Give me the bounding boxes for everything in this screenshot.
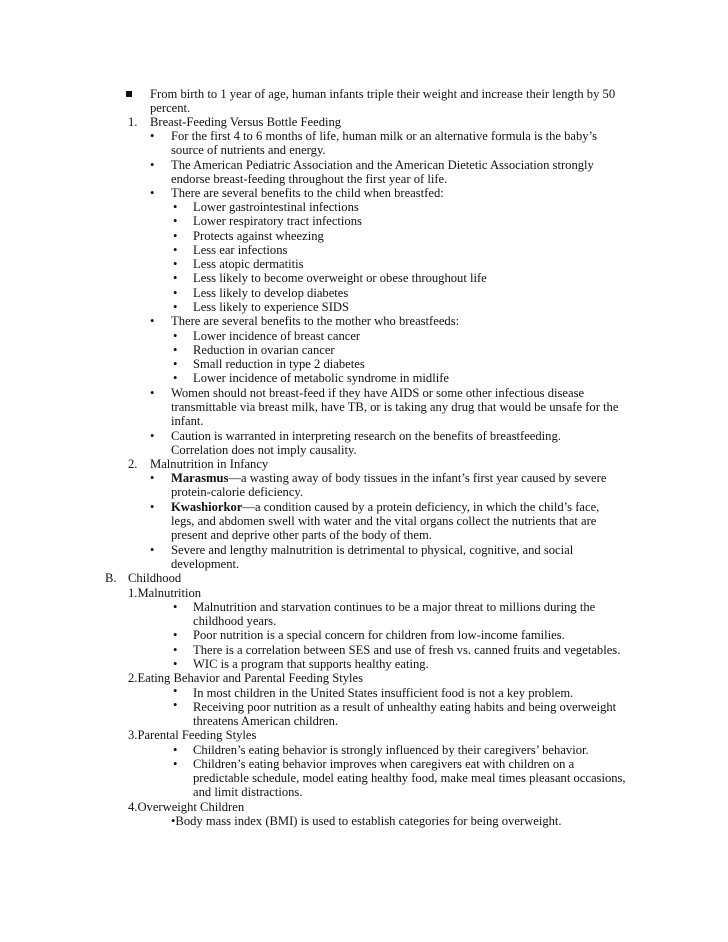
- breastfeeding-heading: Breast-Feeding Versus Bottle Feeding: [150, 115, 342, 129]
- list-item: Poor nutrition is a special concern for children from low-income families.: [193, 628, 565, 642]
- list-item: Malnutrition and starvation continues to be a major threat to millions during the: [193, 600, 596, 614]
- childhood-label: B.: [105, 571, 117, 585]
- bullet-icon: •: [173, 243, 178, 257]
- square-bullet-icon: [126, 91, 132, 97]
- severe-line: Severe and lengthy malnutrition is detrimental to physical, cognitive, and social: [171, 543, 574, 557]
- kwashiorkor-definition: —a condition caused by a protein deficiency, in which the child’s face,: [242, 500, 600, 514]
- bullet-icon: •: [173, 214, 178, 228]
- list-item-cont: predictable schedule, model eating healthy food, make meal times pleasant occasions,: [193, 771, 626, 785]
- bullet-icon: •: [150, 429, 155, 443]
- bullet-icon: •: [173, 628, 178, 642]
- mother-benefit-item: Lower incidence of metabolic syndrome in midlife: [193, 371, 449, 385]
- parental-styles-heading: 3.Parental Feeding Styles: [128, 728, 257, 742]
- bullet-icon: •: [150, 186, 155, 200]
- list-item: There are several benefits to the child when breastfed:: [171, 186, 444, 200]
- list-item: The American Pediatric Association and the American Dietetic Association strongly: [171, 158, 594, 172]
- breastfeeding-number: 1.: [128, 115, 138, 129]
- severe-line: development.: [171, 557, 240, 571]
- marasmus-line: [171, 471, 606, 485]
- mother-benefit-item: Small reduction in type 2 diabetes: [193, 357, 365, 371]
- bullet-icon: •: [173, 757, 178, 771]
- bullet-icon: •: [150, 386, 155, 400]
- bullet-icon: •: [173, 600, 178, 614]
- aids-line: transmittable via breast milk, have TB, or is taking any drug that would be unsafe for the: [171, 400, 619, 414]
- child-benefit-item: Less likely to experience SIDS: [193, 300, 349, 314]
- malnutrition-infancy-heading: Malnutrition in Infancy: [150, 457, 269, 471]
- list-item: Children’s eating behavior improves when caregivers eat with children on a: [193, 757, 575, 771]
- marasmus-cont: protein-calorie deficiency.: [171, 485, 304, 499]
- bullet-icon: •: [173, 643, 178, 657]
- bullet-icon: •: [150, 543, 155, 557]
- bullet-icon: •: [173, 329, 178, 343]
- list-item: Children’s eating behavior is strongly influenced by their caregivers’ behavior.: [193, 743, 589, 757]
- eating-behavior-heading: 2.Eating Behavior and Parental Feeding Styles: [128, 671, 364, 685]
- malnutrition-infancy-number: 2.: [128, 457, 138, 471]
- bullet-icon: •: [173, 343, 178, 357]
- childhood-heading: Childhood: [128, 571, 182, 585]
- growth-bullet-text: From birth to 1 year of age, human infants triple their weight and increase their length by 50: [150, 87, 616, 101]
- list-item: There is a correlation between SES and use of fresh vs. canned fruits and vegetables.: [193, 643, 621, 657]
- bullet-icon: •: [173, 657, 178, 671]
- mother-benefits-heading: There are several benefits to the mother who breastfeeds:: [171, 314, 460, 328]
- caution-line: Correlation does not imply causality.: [171, 443, 357, 457]
- marasmus-term: Marasmus: [171, 471, 229, 485]
- child-benefit-item: Less likely to become overweight or obese throughout life: [193, 271, 487, 285]
- kwashiorkor-cont: present and deprive other parts of the body of them.: [171, 528, 432, 542]
- bullet-icon: •: [173, 271, 178, 285]
- list-item: For the first 4 to 6 months of life, human milk or an alternative formula is the baby’s: [171, 129, 598, 143]
- bullet-icon: •: [173, 684, 178, 698]
- marasmus-definition: —a wasting away of body tissues in the infant’s first year caused by severe: [228, 471, 607, 485]
- child-benefit-item: Less likely to develop diabetes: [193, 286, 349, 300]
- overweight-item: [171, 814, 562, 828]
- list-item-cont: source of nutrients and energy.: [171, 143, 326, 157]
- child-benefit-item: Lower respiratory tract infections: [193, 214, 362, 228]
- mother-benefit-item: Lower incidence of breast cancer: [193, 329, 361, 343]
- growth-bullet-cont: percent.: [150, 101, 191, 115]
- bullet-icon: •: [173, 357, 178, 371]
- kwashiorkor-line: [171, 500, 599, 514]
- childhood-malnutrition-heading: 1.Malnutrition: [128, 586, 202, 600]
- bullet-icon: •: [173, 300, 178, 314]
- list-item: WIC is a program that supports healthy eating.: [193, 657, 429, 671]
- list-item-cont: childhood years.: [193, 614, 277, 628]
- kwashiorkor-cont: legs, and abdomen swell with water and the vital organs collect the nutrients that are: [171, 514, 597, 528]
- child-benefit-item: Less atopic dermatitis: [193, 257, 304, 271]
- bullet-icon: •: [173, 286, 178, 300]
- list-item-cont: and limit distractions.: [193, 785, 303, 799]
- bullet-icon: •: [150, 129, 155, 143]
- aids-line: infant.: [171, 414, 204, 428]
- bullet-icon: •: [150, 471, 155, 485]
- list-item: Receiving poor nutrition as a result of unhealthy eating habits and being overweight: [193, 700, 617, 714]
- kwashiorkor-term: Kwashiorkor: [171, 500, 243, 514]
- mother-benefit-item: Reduction in ovarian cancer: [193, 343, 335, 357]
- list-item-cont: endorse breast-feeding throughout the first year of life.: [171, 172, 448, 186]
- bullet-icon: •: [173, 257, 178, 271]
- list-item: In most children in the United States insufficient food is not a key problem.: [193, 686, 574, 700]
- child-benefit-item: Lower gastrointestinal infections: [193, 200, 359, 214]
- bullet-icon: •: [173, 229, 178, 243]
- child-benefit-item: Less ear infections: [193, 243, 288, 257]
- list-item-cont: threatens American children.: [193, 714, 339, 728]
- bullet-icon: •: [150, 500, 155, 514]
- child-benefit-item: Protects against wheezing: [193, 229, 324, 243]
- aids-line: Women should not breast-feed if they have AIDS or some other infectious disease: [171, 386, 585, 400]
- bullet-icon: •: [173, 698, 178, 712]
- bullet-icon: •: [173, 743, 178, 757]
- bullet-icon: •: [173, 200, 178, 214]
- bullet-icon: •: [171, 814, 176, 828]
- bullet-icon: •: [173, 371, 178, 385]
- bullet-icon: •: [150, 158, 155, 172]
- caution-line: Caution is warranted in interpreting research on the benefits of breastfeeding.: [171, 429, 561, 443]
- list-item: Body mass index (BMI) is used to establish categories for being overweight.: [175, 814, 562, 828]
- bullet-icon: •: [150, 314, 155, 328]
- overweight-heading: 4.Overweight Children: [128, 800, 245, 814]
